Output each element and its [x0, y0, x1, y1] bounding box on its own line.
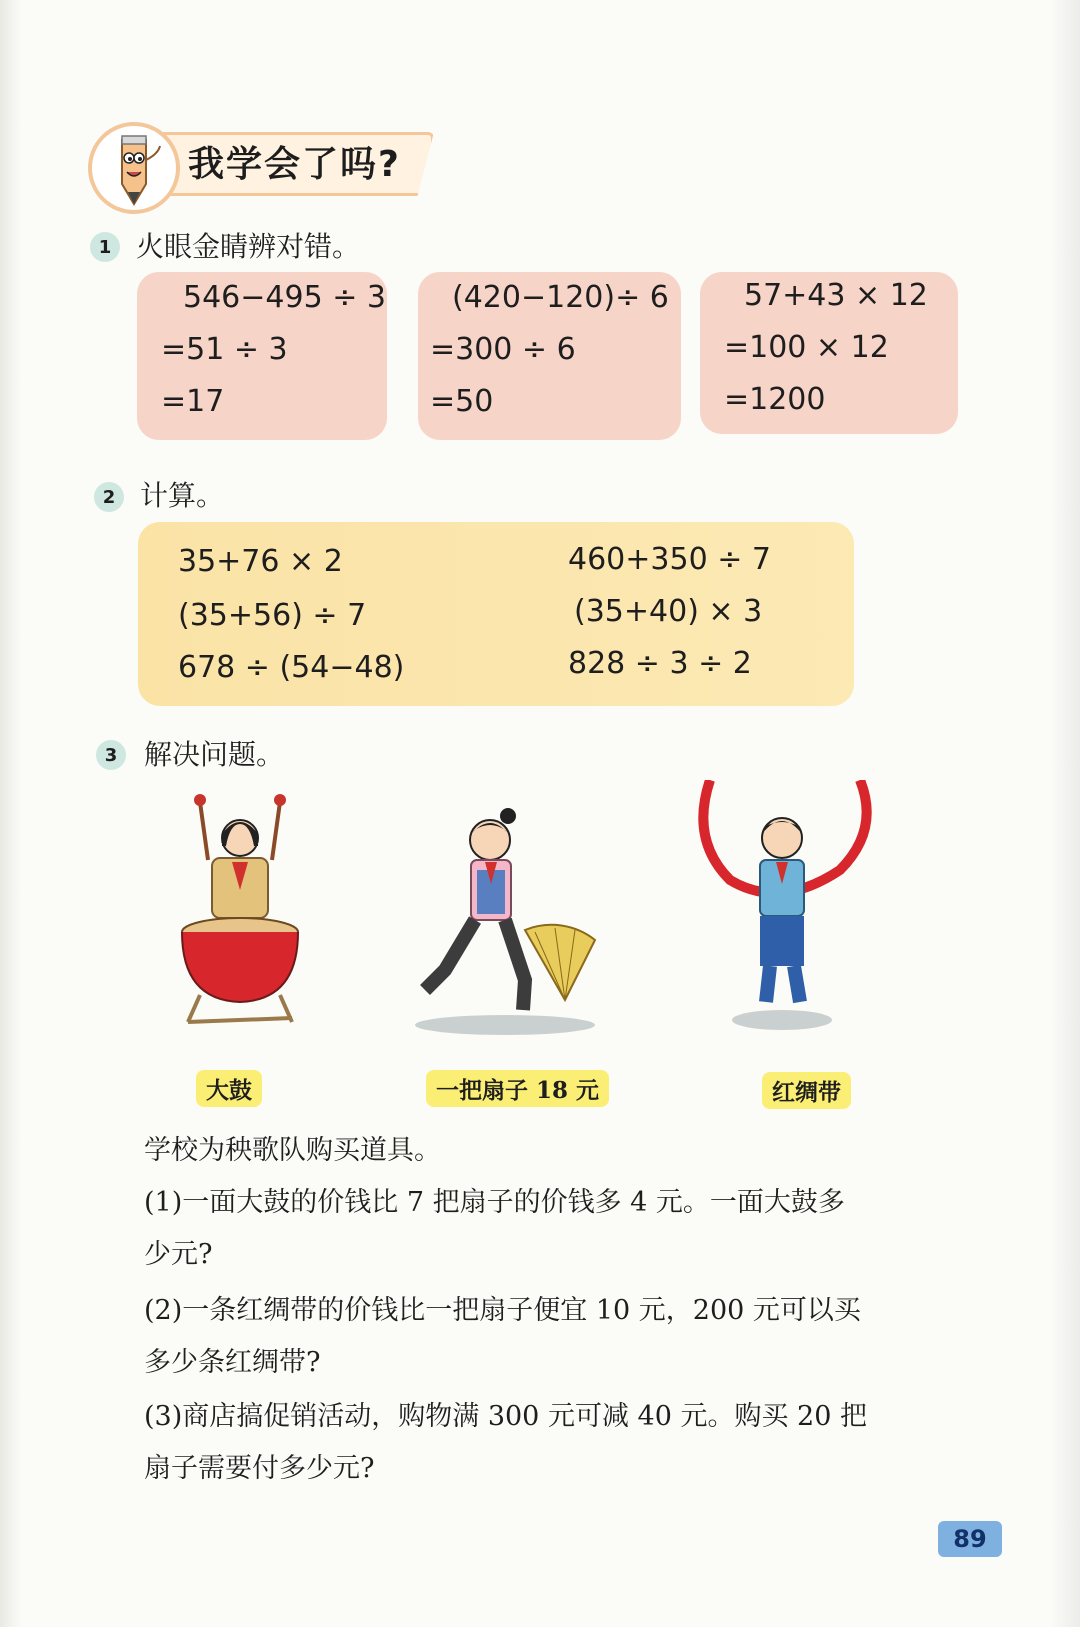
- calc-right-3: 828 ÷ 3 ÷ 2: [568, 646, 752, 681]
- question-3-prompt: 解决问题。: [144, 738, 285, 771]
- caption-ribbon: 红绸带: [762, 1072, 851, 1109]
- question-1-prompt: 火眼金睛辨对错。: [136, 230, 361, 263]
- card-2-line-2: =300 ÷ 6: [430, 332, 576, 367]
- page-number: 89: [938, 1521, 1002, 1557]
- calc-right-2: (35+40) × 3: [574, 594, 763, 629]
- drum-girl-illustration: [170, 790, 310, 1050]
- card-1-line-2: =51 ÷ 3: [161, 332, 288, 367]
- check-card-3: [700, 272, 958, 434]
- problem-intro: 学校为秧歌队购买道具。: [144, 1135, 441, 1166]
- card-2-line-3: =50: [430, 384, 494, 419]
- caption-drum: 大鼓: [196, 1070, 262, 1107]
- header-title: 我学会了吗?: [188, 144, 401, 185]
- calc-left-3: 678 ÷ (54−48): [178, 650, 405, 685]
- card-3-line-2: =100 × 12: [724, 330, 889, 365]
- problem-line-3: (2)一条红绸带的价钱比一把扇子便宜 10 元，200 元可以买: [144, 1295, 861, 1326]
- card-3-line-1: 57+43 × 12: [744, 278, 928, 313]
- calc-right-1: 460+350 ÷ 7: [568, 542, 771, 577]
- caption-fan-price: 一把扇子 18 元: [426, 1070, 609, 1107]
- problem-line-1: (1)一面大鼓的价钱比 7 把扇子的价钱多 4 元。一面大鼓多: [144, 1187, 845, 1218]
- calculation-box: [138, 522, 854, 706]
- section-header: [88, 122, 440, 206]
- question-number-1: 1: [90, 232, 120, 262]
- card-1-line-3: =17: [161, 384, 225, 419]
- pencil-mascot-icon: [88, 122, 180, 214]
- problem-line-2: 少元?: [144, 1239, 213, 1270]
- card-1-line-1: 546−495 ÷ 3: [183, 280, 386, 315]
- question-2-prompt: 计算。: [140, 479, 225, 512]
- calc-left-2: (35+56) ÷ 7: [178, 598, 367, 633]
- calc-left-1: 35+76 × 2: [178, 544, 343, 579]
- check-card-1: [137, 272, 387, 440]
- question-number-2: 2: [94, 482, 124, 512]
- fan-dancer-illustration: [405, 800, 605, 1050]
- card-2-line-1: (420−120)÷ 6: [452, 280, 669, 315]
- problem-line-6: 扇子需要付多少元?: [144, 1453, 375, 1484]
- ribbon-dancer-illustration: [690, 780, 890, 1040]
- check-card-2: [418, 272, 681, 440]
- problem-line-4: 多少条红绸带?: [144, 1347, 321, 1378]
- problem-line-5: (3)商店搞促销活动，购物满 300 元可减 40 元。购买 20 把: [144, 1401, 867, 1432]
- question-number-3: 3: [96, 740, 126, 770]
- card-3-line-3: =1200: [724, 382, 826, 417]
